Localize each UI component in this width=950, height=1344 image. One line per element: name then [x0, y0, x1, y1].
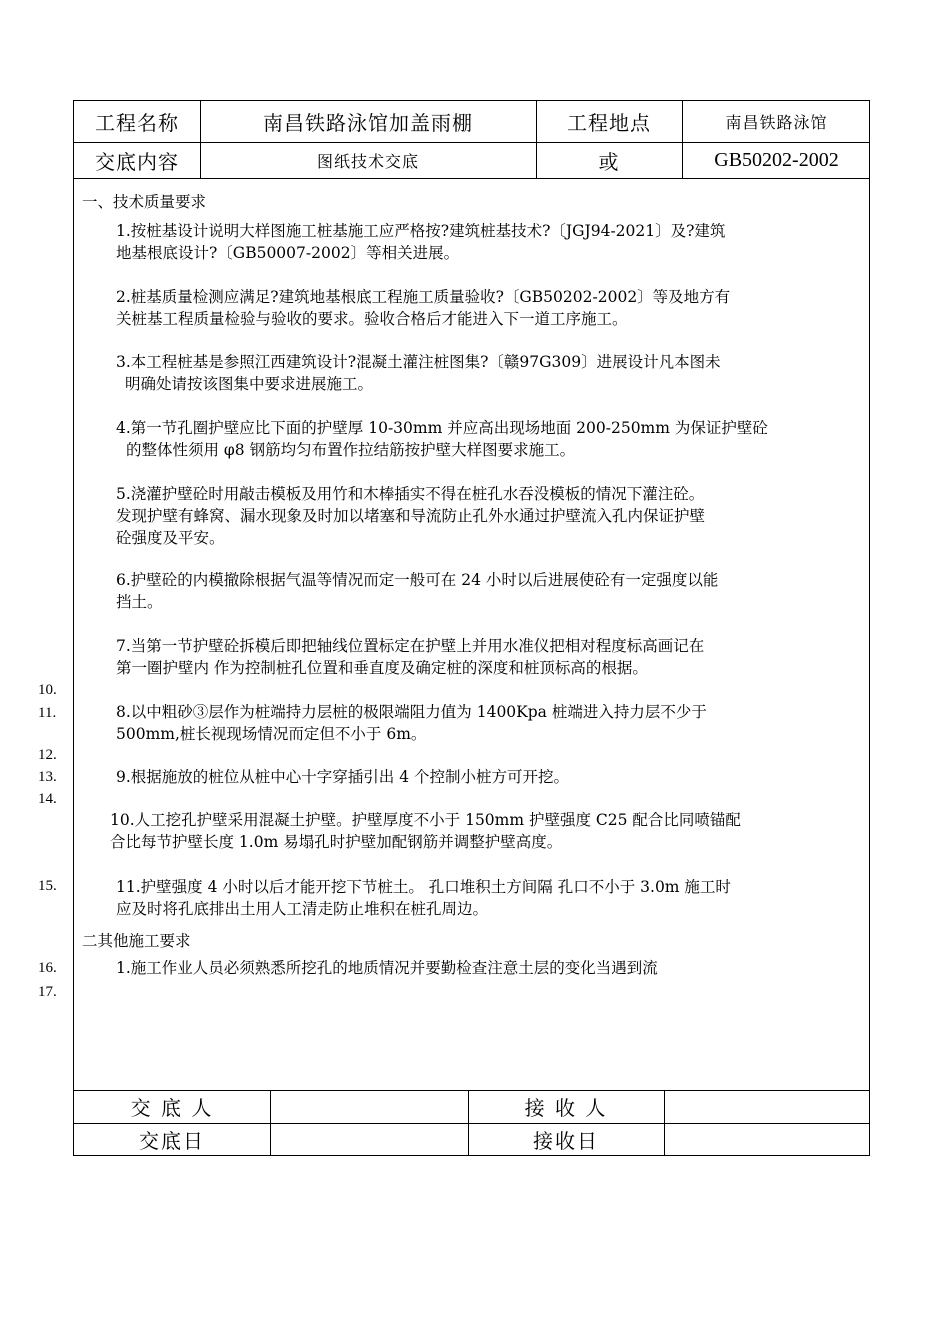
receive-date-label: 接收日 [533, 1129, 599, 1153]
margin-number: 16. [38, 960, 57, 976]
requirement-item [116, 701, 876, 745]
requirement-item [110, 809, 870, 853]
item-line: 第一圈护壁内 作为控制桩孔位置和垂直度及确定桩的深度和桩顶标高的根据。 [116, 659, 648, 677]
margin-number: 10. [38, 682, 57, 698]
handover-person-field[interactable] [270, 1090, 468, 1123]
requirement-item [116, 569, 876, 613]
requirement-item [116, 351, 876, 395]
item-line: 地基根底设计?〔GB50007-2002〕等相关进展。 [116, 244, 460, 262]
requirement-item [116, 766, 876, 788]
item-line: 的整体性须用 φ8 钢筋均匀布置作拉结筋按护壁大样图要求施工。 [126, 441, 576, 459]
standard-label: 或 [598, 149, 620, 174]
requirement-item [116, 483, 876, 549]
content-label: 交底内容 [95, 149, 179, 174]
item-line: 7.当第一节护壁砼拆模后即把轴线位置标定在护壁上并用水准仪把相对程度标高画记在 [116, 637, 705, 655]
item-line: 1.按桩基设计说明大样图施工桩基施工应严格按?建筑桩基技术?〔JGJ94-2021〕及?建筑 [116, 222, 726, 240]
item-line: 明确处请按该图集中要求进展施工。 [125, 375, 374, 393]
project-location-label: 工程地点 [567, 111, 651, 135]
content-value: 图纸技术交底 [316, 151, 419, 171]
handover-date-label: 交底日 [139, 1129, 205, 1153]
item-line: 10.人工挖孔护壁采用混凝土护壁。护壁厚度不小于 150mm 护壁强度 C25 配合比同喷锚配 [110, 811, 741, 829]
requirement-item [116, 220, 876, 264]
margin-number: 17. [38, 984, 57, 1000]
requirement-item [116, 876, 876, 920]
requirement-item [116, 957, 876, 979]
project-name-value: 南昌铁路泳馆加盖雨棚 [263, 111, 473, 135]
receiver-label: 接 收 人 [524, 1096, 608, 1120]
item-line: 4.第一节孔圈护壁应比下面的护壁厚 10-30mm 并应高出现场地面 200-250mm 为保证护壁砼 [116, 419, 768, 437]
item-line: 2.桩基质量检测应满足?建筑地基根底工程施工质量验收?〔GB50202-2002〕等及地方有 [116, 288, 731, 306]
item-line: 9.根据施放的桩位从桩中心十字穿插引出 4 个控制小桩方可开挖。 [116, 768, 570, 786]
item-line: 5.浇灌护壁砼时用敲击模板及用竹和木棒插实不得在桩孔水吞没模板的情况下灌注砼。 [116, 485, 705, 503]
item-line: 1.施工作业人员必须熟悉所挖孔的地质情况并要勤检查注意土层的变化当遇到流 [116, 959, 658, 977]
item-line: 挡土。 [116, 593, 163, 611]
item-line: 8.以中粗砂③层作为桩端持力层桩的极限端阻力值为 1400Kpa 桩端进入持力层不少于 [116, 703, 707, 721]
margin-number: 13. [38, 769, 57, 785]
item-line: 砼强度及平安。 [116, 529, 225, 547]
requirement-item [116, 417, 876, 461]
item-line: 6.护壁砼的内模撤除根据气温等情况而定一般可在 24 小时以后进展使砼有一定强度以能 [116, 571, 719, 589]
requirement-item [116, 635, 876, 679]
margin-number: 11. [38, 705, 57, 721]
item-line: 500mm,桩长视现场情况而定但不小于 6m。 [116, 725, 427, 743]
margin-number: 12. [38, 747, 57, 763]
item-line: 应及时将孔底排出土用人工清走防止堆积在桩孔周边。 [116, 900, 489, 918]
item-line: 发现护壁有蜂窝、漏水现象及时加以堵塞和导流防止孔外水通过护壁流入孔内保证护壁 [116, 507, 706, 525]
row-divider [74, 178, 869, 179]
item-line: 合比每节护壁长度 1.0m 易塌孔时护壁加配钢筋并调整护壁高度。 [110, 833, 563, 851]
disclosure-form [73, 100, 870, 1156]
item-line: 11.护壁强度 4 小时以后才能开挖下节桩土。 孔口堆积土方间隔 孔口不小于 3.0m 施工时 [116, 878, 731, 896]
project-name-label: 工程名称 [95, 111, 179, 135]
margin-number: 14. [38, 791, 57, 807]
requirement-item [116, 286, 876, 330]
margin-number: 15. [38, 878, 57, 894]
receiver-field[interactable] [664, 1090, 870, 1123]
handover-person-label: 交 底 人 [130, 1096, 214, 1120]
handover-date-field[interactable] [270, 1123, 468, 1156]
item-line: 关桩基工程质量检验与验收的要求。验收合格后才能进入下一道工序施工。 [116, 310, 628, 328]
item-line: 3.本工程桩基是参照江西建筑设计?混凝土灌注桩图集?〔赣97G309〕进展设计凡本图未 [116, 353, 721, 371]
section-heading: 一、技术质量要求 [82, 193, 207, 211]
receive-date-field[interactable] [664, 1123, 870, 1156]
project-location-value: 南昌铁路泳馆 [725, 113, 828, 132]
standard-value: GB50202-2002 [714, 148, 839, 171]
section-heading: 二其他施工要求 [82, 932, 191, 950]
